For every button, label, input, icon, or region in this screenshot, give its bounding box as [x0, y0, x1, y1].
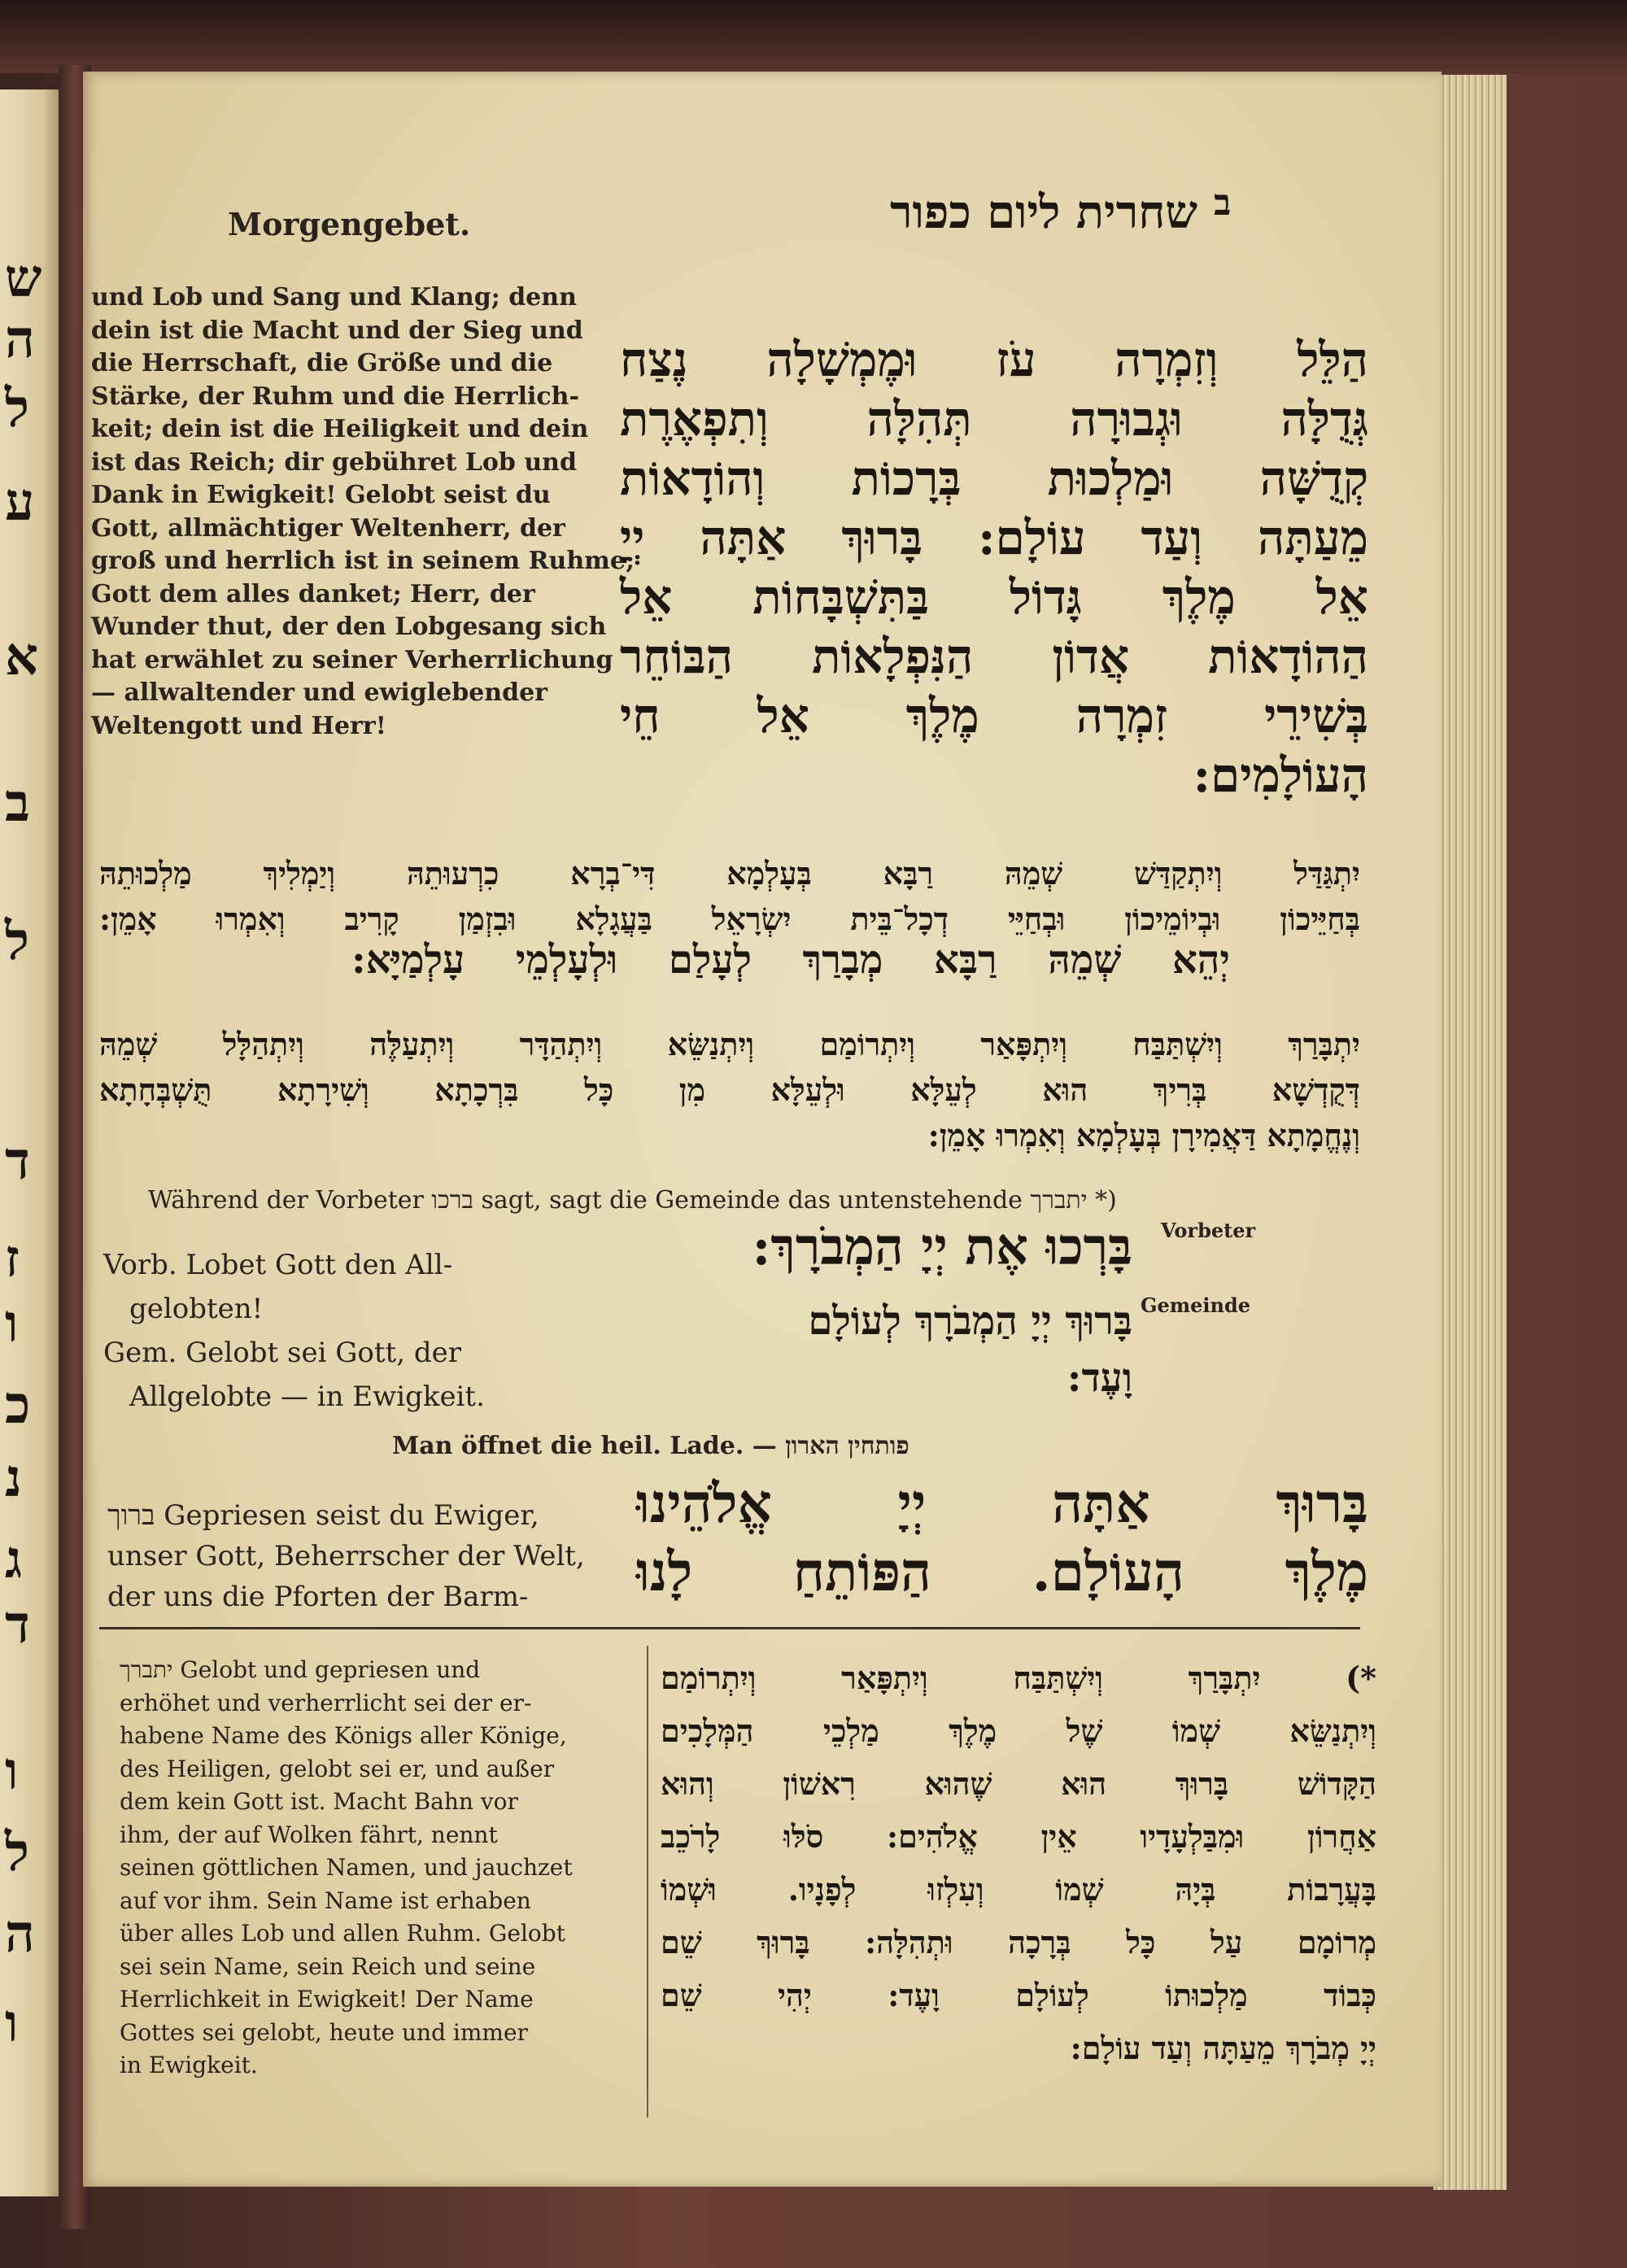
german-line: gelobten! [129, 1293, 264, 1325]
left-glyph: ג [5, 1529, 23, 1590]
german-line: Gott, allmächtiger Weltenherr, der [91, 513, 565, 543]
german-line: groß und herrlich ist in seinem Ruhme; [91, 547, 635, 575]
book-page [83, 72, 1442, 2187]
left-glyph: ד [5, 1594, 30, 1655]
hebrew-line: הַלֵּל וְזִמְרָה עֹז וּמֶמְשָׁלָה נֶצַח [620, 332, 1368, 387]
hebrew-column-block3 [636, 1469, 1368, 1606]
vorbeter-label: Vorbeter [1161, 1219, 1256, 1242]
kaddish-line: דְּקֻדְשָׁא בְּרִיךְ הוּא לְעֵלָּא וּלְעֵלָּא מִן כָּל בִּרְכָתָא וְשִׁירָתָא תֻּשְׁבְּחָתָא [99, 1071, 1360, 1108]
german-title: Morgengebet. [228, 206, 471, 242]
left-glyph: כ [5, 1375, 31, 1436]
left-glyph: נ [5, 1448, 22, 1509]
german-line: keit; dein ist die Heiligkeit und dein [91, 415, 589, 443]
instruction-ark: Man öffnet die heil. Lade. — פותחין הארון [392, 1432, 909, 1460]
footnote-line: Herrlichkeit in Ewigkeit! Der Name [120, 1986, 534, 2013]
left-glyph: ע [5, 472, 35, 533]
footnote-line: dem kein Gott ist. Macht Bahn vor [120, 1788, 518, 1815]
barchu-german [103, 1243, 583, 1419]
footnote-line: בָּעֲרָבוֹת בְּיָהּ שְׁמוֹ וְעִלְזוּ לְפָנָיו. וּשְׁמוֹ [661, 1871, 1376, 1908]
instruction-barchu: Während der Vorbeter ברכו sagt, sagt die Gemeinde das untenstehende יתברך *) [148, 1186, 1117, 1215]
barchu-hebrew: בָּרְכוּ אֶת יְיָ הַמְבֹרָךְ: [752, 1217, 1132, 1276]
hebrew-line: מֵעַתָּה וְעַד עוֹלָם: בָּרוּךְ אַתָּה יְיָ [620, 510, 1368, 565]
left-glyph: ז [5, 1228, 20, 1289]
footnote-line: וְיִתְנַשֵּׂא שְׁמוֹ שֶׁל מֶלֶךְ מַלְכֵי הַמְּלָכִים [661, 1712, 1376, 1749]
hebrew-line: גְּדֻלָּה וּגְבוּרָה תְּהִלָּה וְתִפְאֶרֶת [620, 391, 1368, 447]
left-glyph: ש [5, 248, 42, 309]
hebrew-line: הַהוֹדָאוֹת אֲדוֹן הַנִּפְלָאוֹת הַבּוֹחֵר [620, 629, 1368, 684]
gemeinde-hebrew: בָּרוּךְ יְיָ הַמְבֹרָךְ לְעוֹלָם [808, 1298, 1132, 1344]
german-line: der uns die Pforten der Barm- [107, 1581, 529, 1613]
footnote-line: יְיָ מְבֹרָךְ מֵעַתָּה וְעַד עוֹלָם: [1070, 2030, 1376, 2066]
footnote-line: *) יִתְבָּרַךְ וְיִשְׁתַּבַּח וְיִתְפָּאַר וְיִתְרוֹמַם [661, 1660, 1376, 1696]
footnote-line: Gottes sei gelobt, heute und immer [120, 2018, 528, 2046]
footnote-line: über alles Lob und allen Ruhm. Gelobt [120, 1920, 565, 1947]
footnote-line: מְרוֹמָם עַל כָּל בְּרָכָה וּתְהִלָּה: בָּרוּךְ שֵׁם [661, 1924, 1376, 1961]
german-column-block1 [91, 281, 635, 743]
hebrew-line: בָּרוּךְ אַתָּה יְיָ אֱלֹהֵינוּ [636, 1472, 1368, 1535]
german-line: und Lob und Sang und Klang; denn [91, 283, 577, 312]
kaddish-line: יִתְגַּדַּל וְיִתְקַדַּשׁ שְׁמֵהּ רַבָּא בְּעָלְמָא דִּי־בְרָא כִרְעוּתֵהּ וְיַמְלִיךְ מַלְכוּתֵהּ [99, 855, 1360, 892]
left-glyph: ד [5, 1131, 30, 1192]
german-line: dein ist die Macht und der Sieg und [91, 316, 583, 345]
footnote-line: ihm, der auf Wolken fährt, nennt [120, 1821, 498, 1848]
german-line: Allgelobte — in Ewigkeit. [129, 1380, 485, 1413]
left-page-fragment [0, 89, 61, 2196]
left-glyph: ל [5, 378, 29, 439]
german-line: die Herrschaft, die Größe und die [91, 349, 553, 377]
page-edges [1433, 75, 1507, 2190]
german-line: Stärke, der Ruhm und die Herrlich- [91, 382, 579, 411]
german-line: ברוך Gepriesen seist du Ewiger, [107, 1499, 539, 1532]
left-glyph: ה [5, 1904, 35, 1965]
hebrew-line: מֶלֶךְ הָעוֹלָם. הַפּוֹתֵחַ לָנוּ [636, 1540, 1368, 1603]
kaddish-block [99, 851, 1360, 942]
footnote-divider [99, 1627, 1360, 1629]
german-line: Gem. Gelobt sei Gott, der [103, 1337, 461, 1369]
footnote-hebrew [661, 1651, 1376, 2074]
footnote-line: auf vor ihm. Sein Name ist erhaben [120, 1886, 531, 1914]
left-glyph: ה [5, 309, 35, 370]
footnote-german [120, 1654, 628, 2083]
footnote-line: habene Name des Königs aller Könige, [120, 1722, 567, 1749]
german-line: ist das Reich; dir gebühret Lob und [91, 447, 577, 477]
footnote-line: הַקָּדוֹשׁ בָּרוּךְ הוּא שֶׁהוּא רִאשׁוֹן וְהוּא [661, 1765, 1376, 1802]
german-line: Dank in Ewigkeit! Gelobt seist du [91, 481, 551, 509]
german-line: Wunder thut, der den Lobgesang sich [91, 613, 607, 641]
left-glyph: א [5, 626, 39, 687]
german-line: Weltengott und Herr! [91, 711, 386, 740]
page-number: ב [1214, 182, 1232, 224]
gemeinde-label: Gemeinde [1141, 1293, 1251, 1317]
left-glyph: ו [5, 1741, 19, 1802]
kaddish-block-2 [99, 1022, 1360, 1158]
kaddish-response: יְהֵא שְׁמֵהּ רַבָּא מְבָרַךְ לְעָלַם וּלְעָלְמֵי עָלְמַיָּא: [351, 937, 1230, 983]
hebrew-line: אֵל מֶלֶךְ גָּדוֹל בַּתִּשְׁבָּחוֹת אֵל [620, 569, 1368, 625]
footnote-line: יתברך Gelobt und gepriesen und [120, 1656, 481, 1683]
german-line: unser Gott, Beherrscher der Welt, [107, 1540, 585, 1572]
german-line: Gott dem alles danket; Herr, der [91, 579, 535, 608]
german-line: hat erwählet zu seiner Verherrlichung [91, 645, 613, 674]
footnote-line: כְּבוֹד מַלְכוּתוֹ לְעוֹלָם וָעֶד: יְהִי שֵׁם [661, 1977, 1376, 2013]
kaddish-line: בְּחַיֵּיכוֹן וּבְיוֹמֵיכוֹן וּבְחַיֵּי דְכָל־בֵּית יִשְׂרָאֵל בַּעֲגָלָא וּבִזְמַן קָרִיב וְאִמְרוּ אָמֵן: [99, 901, 1360, 937]
german-line: Vorb. Lobet Gott den All- [103, 1249, 453, 1281]
german-line: — allwaltender und ewiglebender [91, 678, 547, 707]
gemeinde-hebrew-cont: וָעֶד: [1066, 1355, 1132, 1401]
footnote-line: erhöhet und verherrlicht sei der er- [120, 1689, 532, 1716]
kaddish-line: וְנֶחֱמָתָא דַּאֲמִירָן בְּעָלְמָא וְאִמְרוּ אָמֵן: [927, 1117, 1360, 1154]
hebrew-line: בְּשִׁירֵי זִמְרָה מֶלֶךְ אֵל חֵי [620, 688, 1368, 744]
german-column-block3 [107, 1495, 595, 1617]
hebrew-line: הָעוֹלָמִים: [1193, 748, 1368, 803]
left-glyph: ו [5, 1293, 19, 1354]
footnote-line: seinen göttlichen Namen, und jauchzet [120, 1854, 573, 1881]
kaddish-line: יִתְבָּרַךְ וְיִשְׁתַּבַּח וְיִתְפָּאַר וְיִתְרוֹמַם וְיִתְנַשֵּׂא וְיִתְהַדָּר וְיִתְעַלֶּה וְיִתְהַלָּל שְׁמֵהּ [99, 1026, 1360, 1062]
left-glyph: ב [5, 773, 30, 834]
left-glyph: ל [5, 911, 29, 972]
hebrew-line: קְדֻשָּׁה וּמַלְכוּת בְּרָכוֹת וְהוֹדָאוֹת [620, 451, 1368, 506]
footnote-line: des Heiligen, gelobt sei er, und außer [120, 1755, 555, 1782]
footnote-line: sei sein Name, sein Reich und seine [120, 1952, 536, 1980]
footnote-line: in Ewigkeit. [120, 2052, 258, 2078]
hebrew-title: שחרית ליום כפור [890, 185, 1197, 239]
footnote-line: אַחֲרוֹן וּמִבַּלְעָדָיו אֵין אֱלֹהִים: סֹלּוּ לָרֹכֵב [661, 1818, 1376, 1855]
left-glyph: ו [5, 1993, 19, 2054]
hebrew-column-block1 [620, 330, 1368, 805]
column-divider [647, 1646, 648, 2118]
left-glyph: ל [5, 1822, 29, 1883]
book-binding [0, 0, 1627, 73]
